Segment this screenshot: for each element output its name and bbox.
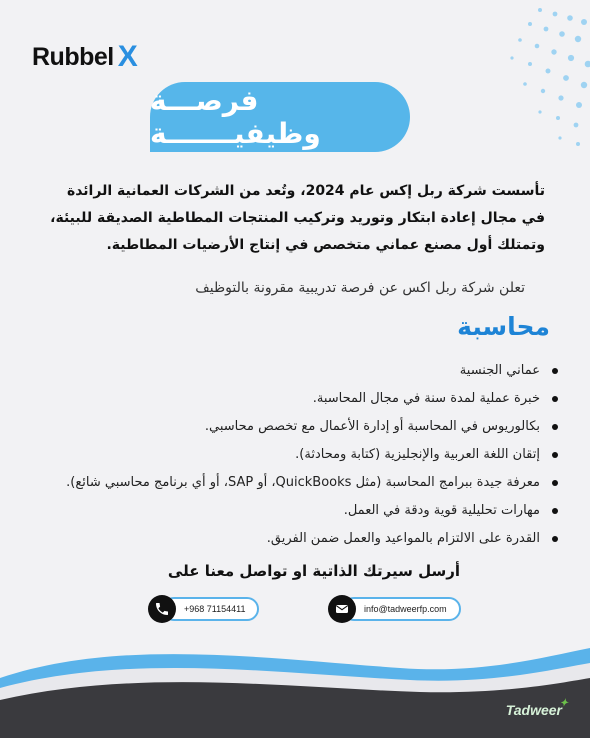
list-item: معرفة جيدة ببرامج المحاسبة (مثل QuickBooks، أو SAP، أو أي برنامج محاسبي شائع). [30,470,558,495]
tadweer-logo: Tadweer ✦ [505,698,568,718]
phone-icon [148,595,176,623]
job-title: محاسبة [457,312,550,341]
bullet-icon [552,452,558,458]
bullet-icon [552,424,558,430]
company-intro: تأسست شركة ربل إكس عام 2024، وتُعد من الشركات العمانية الرائدة في مجال إعادة ابتكار وتوريد وتركيب المنتجات المطاطية الصديقة للبيئة، وتمتلك أول مصنع عماني متخصص في إنتاج الأرضيات المطاطية. [50,183,545,253]
requirements-list [30,358,558,554]
email-address[interactable]: info@tadweerfp.com [342,597,461,621]
wave-decoration [0,618,590,738]
bullet-icon [552,508,558,514]
title-banner [150,82,410,152]
list-item: خبرة عملية لمدة سنة في مجال المحاسبة. [30,386,558,411]
call-to-action: أرسل سيرتك الذاتية او تواصل معنا على [167,562,460,580]
list-item: القدرة على الالتزام بالمواعيد والعمل ضمن الفريق. [30,526,558,551]
bullet-icon [552,368,558,374]
rubbelx-logo [32,32,138,72]
logo-text: Rubbel [32,43,114,71]
bullet-icon [552,536,558,542]
list-item: إتقان اللغة العربية والإنجليزية (كتابة ومحادثة). [30,442,558,467]
logo-x-mark: X [117,40,138,73]
bullet-icon [552,480,558,486]
page-title: فرصـــة وظيفيـــــــة [150,84,321,150]
bullet-icon [552,396,558,402]
announcement: تعلن شركة ربل اكس عن فرصة تدريبية مقرونة بالتوظيف [195,280,525,296]
list-item: عماني الجنسية [30,358,558,383]
envelope-icon [328,595,356,623]
leaf-icon: ✦ [559,698,568,709]
list-item: مهارات تحليلية قوية ودقة في العمل. [30,498,558,523]
dot-pattern-decoration [390,0,590,150]
phone-number[interactable]: +968 71154411 [162,597,259,621]
list-item: بكالوريوس في المحاسبة أو إدارة الأعمال مع تخصص محاسبي. [30,414,558,439]
